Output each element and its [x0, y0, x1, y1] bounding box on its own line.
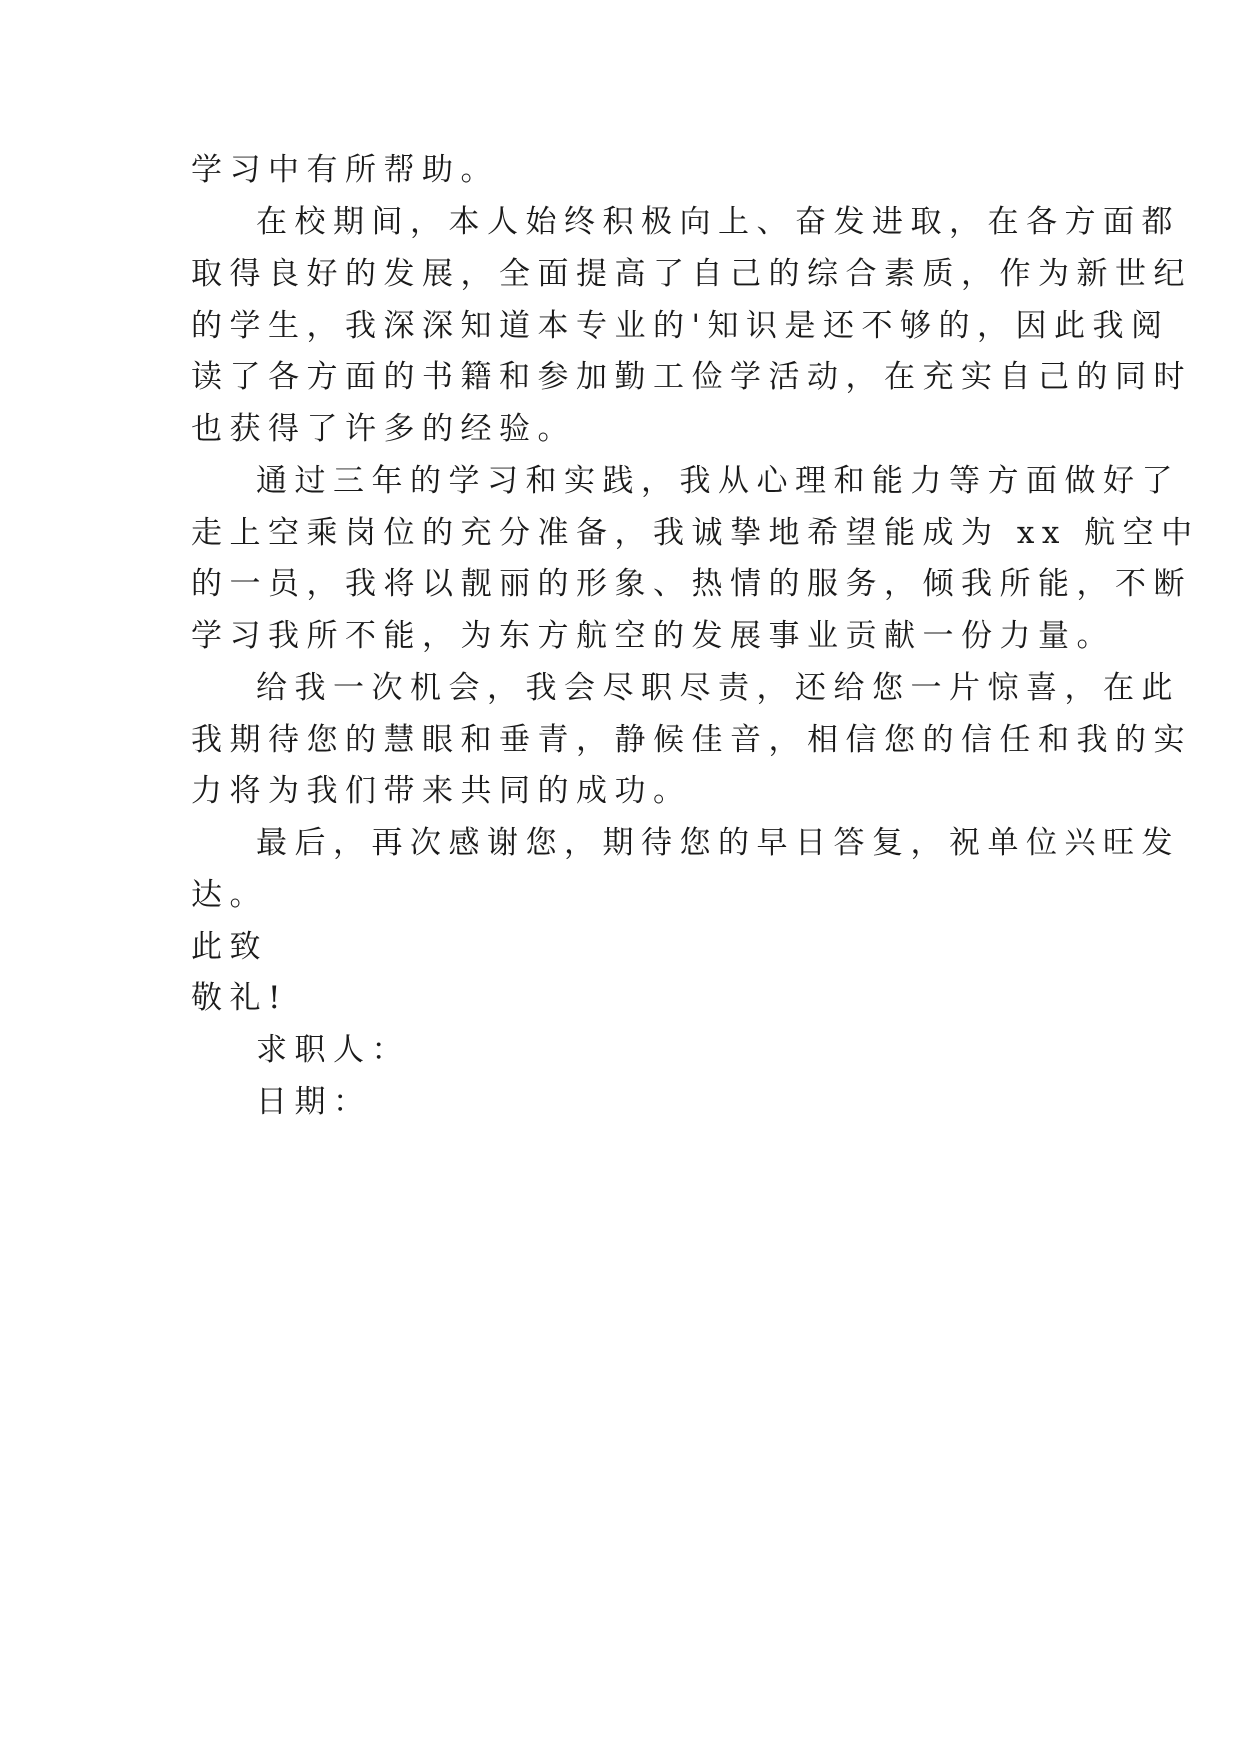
- closing-regards: 敬礼!: [191, 980, 288, 1016]
- paragraph-line: 最后，再次感谢您，期待您的早日答复，祝单位兴旺发: [256, 825, 1180, 861]
- paragraph-line: 取得良好的发展，全面提高了自己的综合素质，作为新世纪: [191, 256, 1192, 292]
- paragraph-line: 力将为我们带来共同的成功。: [191, 773, 692, 809]
- paragraph-line: 给我一次机会，我会尽职尽责，还给您一片惊喜，在此: [256, 670, 1180, 706]
- paragraph-line: 也获得了许多的经验。: [191, 411, 576, 447]
- paragraph-line: 学习我所不能，为东方航空的发展事业贡献一份力量。: [191, 618, 1115, 654]
- closing-salutation: 此致: [191, 929, 268, 965]
- paragraph-line: 达。: [191, 877, 268, 913]
- paragraph-line: 在校期间，本人始终积极向上、奋发进取，在各方面都: [256, 204, 1180, 240]
- paragraph-line: 学习中有所帮助。: [191, 152, 499, 188]
- paragraph-line: 通过三年的学习和实践，我从心理和能力等方面做好了: [256, 463, 1180, 499]
- paragraph-line: 的学生，我深深知道本专业的'知识是还不够的，因此我阅: [191, 308, 1170, 344]
- paragraph-line: 读了各方面的书籍和参加勤工俭学活动，在充实自己的同时: [191, 359, 1192, 395]
- paragraph-line: 走上空乘岗位的充分准备，我诚挚地希望能成为 xx 航空中: [191, 515, 1200, 551]
- paragraph-line: 我期待您的慧眼和垂青，静候佳音，相信您的信任和我的实: [191, 722, 1192, 758]
- applicant-label: 求职人：: [256, 1032, 410, 1068]
- paragraph-line: 的一员，我将以靓丽的形象、热情的服务，倾我所能，不断: [191, 566, 1192, 602]
- date-label: 日期：: [256, 1084, 372, 1120]
